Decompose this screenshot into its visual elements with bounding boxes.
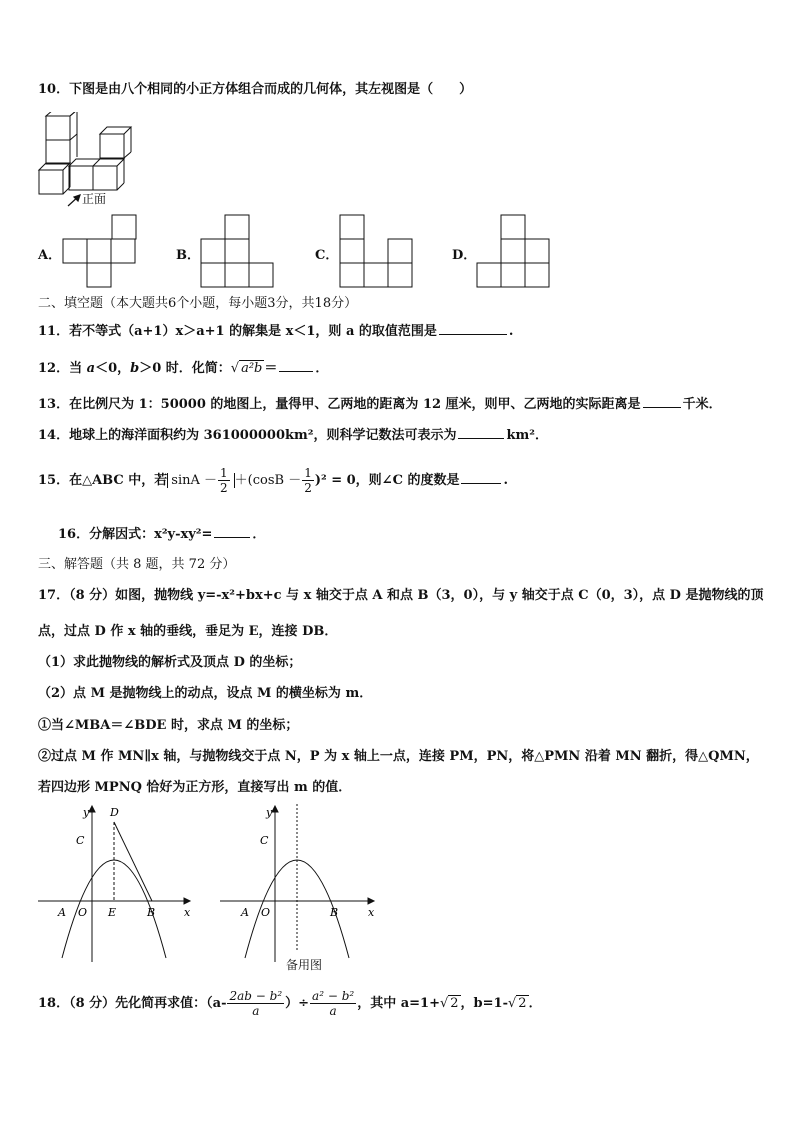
q15-frac2 <box>302 466 314 495</box>
q12 <box>38 357 328 379</box>
q15-frac2-den: 2 <box>304 481 312 495</box>
q12-end: ． <box>315 361 329 376</box>
fig2-y-label: y <box>266 806 273 819</box>
q11 <box>38 320 513 342</box>
q13-end: 千米． <box>682 397 722 412</box>
q14 <box>38 424 548 446</box>
fig2-c-label: C <box>260 834 269 847</box>
fig1-d-label: D <box>110 806 119 819</box>
q17-line-6: ②过点 M 作 MN∥x 轴，与抛物线交于点 N，P 为 x 轴上一点，连接 PM，PN，将△PMN 沿着 MN 翻折，得△QMN， <box>38 749 759 764</box>
q18-sqrt-1: √ 2 <box>439 996 459 1011</box>
q18-text-d: ，b=1- <box>460 996 508 1011</box>
q13-text: 13．在比例尺为 1：50000 的地图上，量得甲、乙两地的距离为 12 厘米，则甲、乙两地的实际距离是 <box>38 397 641 412</box>
q17-line-3: （1）求此抛物线的解析式及顶点 D 的坐标； <box>38 655 302 670</box>
q12-text-a: 12．当 <box>38 361 87 376</box>
q15-abs <box>167 466 234 495</box>
q15-plus: ＋(cosB － <box>234 473 302 488</box>
option-d-label: D． <box>452 248 477 263</box>
q18-text-a: 18．（8 分）先化简再求值：（a- <box>38 996 227 1011</box>
q17-line-7: 若四边形 MPNQ 恰好为正方形，直接写出 m 的值． <box>38 780 352 795</box>
q18-frac1-den: a <box>252 1004 260 1018</box>
option-b-label: B． <box>176 248 200 263</box>
fig1-c-label: C <box>76 834 85 847</box>
q18-text-c: ，其中 a=1+ <box>357 996 440 1011</box>
fig1-b-label: B <box>147 906 156 919</box>
q18-frac1-num: 2ab − b² <box>229 989 283 1003</box>
q11-text: 11．若不等式（a+1）x＞a+1 的解集是 x＜1，则 a 的取值范围是 <box>38 324 437 339</box>
q10-text: 10．下图是由八个相同的小正方体组合而成的几何体，其左视图是（ ） <box>38 82 473 97</box>
q15-frac1-num: 1 <box>220 466 228 480</box>
q12-blank <box>279 357 313 372</box>
q12-radical: √ a²b <box>230 361 263 376</box>
q16 <box>58 523 265 545</box>
q17-line-5: ①当∠MBA＝∠BDE 时，求点 M 的坐标； <box>38 718 299 733</box>
q15 <box>38 464 508 498</box>
q14-blank <box>458 424 504 439</box>
parabola-figure-1 <box>36 802 198 966</box>
q18-text-e: ． <box>528 996 542 1011</box>
q12-eq: ＝ <box>264 361 278 376</box>
q18-frac2-num: a² − b² <box>312 989 355 1003</box>
q15-frac1-den: 2 <box>220 481 228 495</box>
q11-blank <box>439 320 507 335</box>
fig1-a-label: A <box>58 906 66 919</box>
q11-end: . <box>508 324 514 339</box>
q17-line-1: 17．（8 分）如图，抛物线 y=-x²+bx+c 与 x 轴交于点 A 和点 B（3，0），与 y 轴交于点 C（0，3），点 D 是抛物线的顶 <box>38 588 764 603</box>
q16-end: ． <box>252 527 266 542</box>
option-a-label: A． <box>38 248 62 263</box>
q13-blank <box>643 393 681 408</box>
fig2-a-label: A <box>241 906 249 919</box>
q18 <box>38 984 542 1024</box>
q18-sqrt-1-value: 2 <box>450 996 459 1011</box>
front-label: 正面 <box>82 192 107 206</box>
q12-var-a: a <box>86 361 96 376</box>
option-a-figure <box>62 214 138 290</box>
q15-frac1 <box>218 466 230 495</box>
section-3-heading: 三、解答题（共 8 题，共 72 分） <box>38 557 236 572</box>
q13 <box>38 393 722 415</box>
q18-sqrt-2: √ 2 <box>507 996 527 1011</box>
q18-frac2-den: a <box>329 1004 337 1018</box>
fig2-x-label: x <box>368 906 375 919</box>
q17-line-2: 点，过点 D 作 x 轴的垂线，垂足为 E，连接 DB． <box>38 624 338 639</box>
fig1-x-label: x <box>184 906 191 919</box>
q15-blank <box>461 469 501 484</box>
option-c-figure <box>339 214 415 290</box>
q18-frac2 <box>310 989 356 1018</box>
fig1-e-label: E <box>108 906 117 919</box>
q17-line-4: （2）点 M 是抛物线上的动点，设点 M 的横坐标为 m． <box>38 686 373 701</box>
fig2-caption: 备用图 <box>286 958 323 972</box>
q18-sqrt-2-value: 2 <box>518 996 527 1011</box>
option-d-figure <box>476 214 552 290</box>
section-2-heading: 二、填空题（本大题共6个小题，每小题3分，共18分） <box>38 296 358 311</box>
q15-frac2-num: 1 <box>304 466 312 480</box>
q12-text-b: ＜0， <box>95 361 131 376</box>
q18-frac1 <box>227 989 284 1018</box>
parabola-figure-2 <box>218 802 382 966</box>
q15-end: . <box>503 473 508 488</box>
option-b-figure <box>200 214 276 290</box>
q12-text-c: ＞0 时．化简： <box>139 361 231 376</box>
q15-tail: )² = 0，则∠C 的度数是 <box>314 473 460 488</box>
q12-radicand: a²b <box>241 361 263 376</box>
q16-blank <box>214 523 250 538</box>
fig1-o-label: O <box>78 906 88 919</box>
q18-text-b: ）÷ <box>285 996 310 1011</box>
q16-text: 16．分解因式：x²y-xy²= <box>58 527 213 542</box>
fig2-o-label: O <box>261 906 271 919</box>
q15-sin: sinA － <box>171 473 218 488</box>
q14-text: 14．地球上的海洋面积约为 361000000km²，则科学记数法可表示为 <box>38 428 457 443</box>
q12-var-b: b <box>130 361 140 376</box>
q15-text: 15．在△ABC 中，若 <box>38 473 168 488</box>
fig2-b-label: B <box>330 906 339 919</box>
q14-end: km²． <box>506 428 548 443</box>
option-c-label: C． <box>315 248 339 263</box>
fig1-y-label: y <box>83 806 90 819</box>
